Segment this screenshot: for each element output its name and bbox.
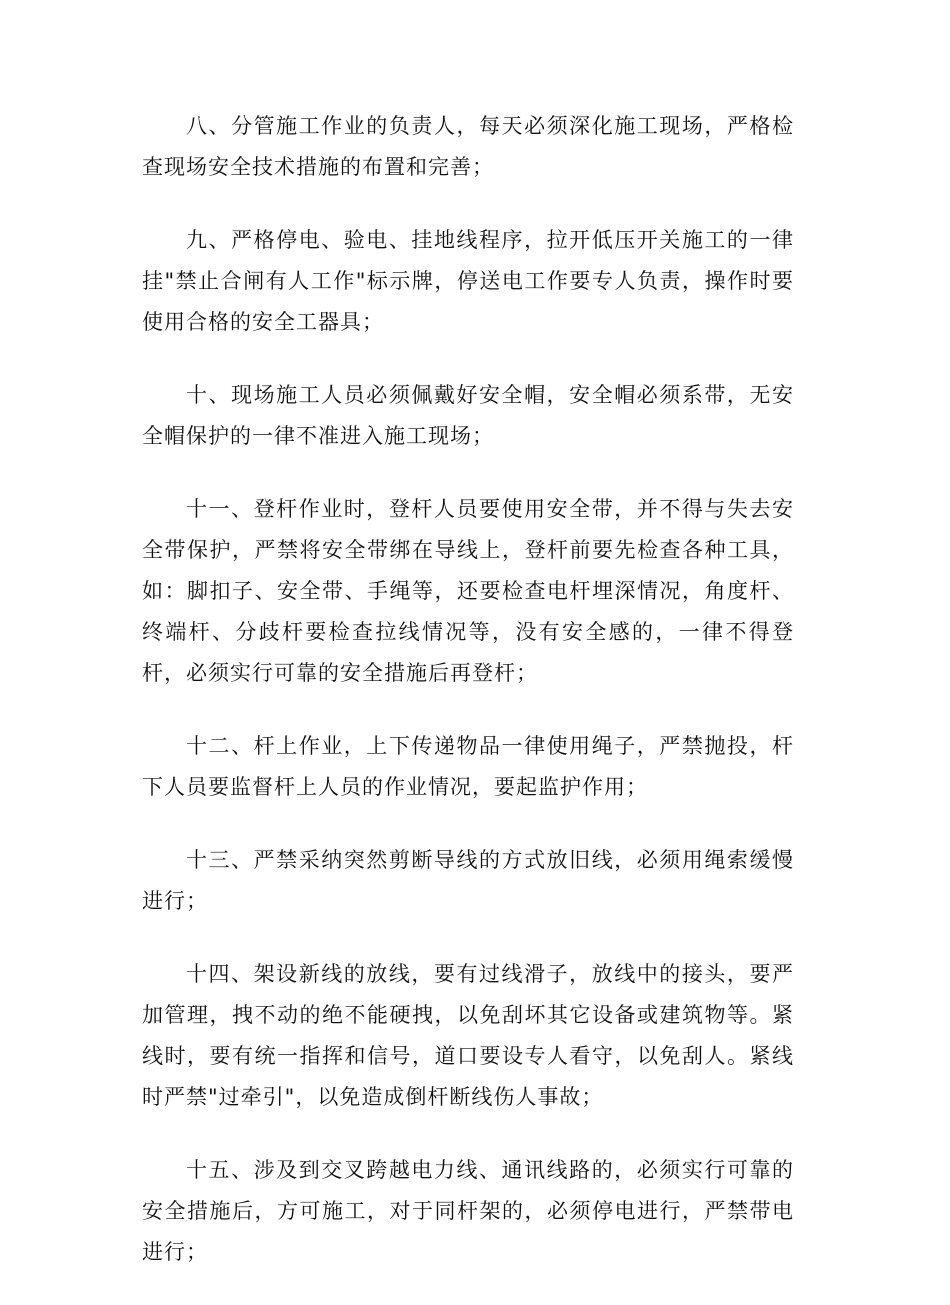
paragraph-item-9: 九、严格停电、验电、挂地线程序，拉开低压开关施工的一律挂"禁止合闸有人工作"标示牌，停送电工作要专人负责，操作时要使用合格的安全工器具； [142, 228, 794, 334]
paragraph-item-11: 十一、登杆作业时，登杆人员要使用安全带，并不得与失去安全带保护，严禁将安全带绑在导线上，登杆前要先检查各种工具，如：脚扣子、安全带、手绳等，还要检查电杆埋深情况，角度杆、终端杆、分歧杆要检查拉线情况等，没有安全感的，一律不得登杆，必须实行可靠的安全措施后再登杆； [142, 497, 794, 685]
paragraph-item-14: 十四、架设新线的放线，要有过线滑子，放线中的接头，要严加管理，拽不动的绝不能硬拽，以免刮坏其它设备或建筑物等。紧线时，要有统一指挥和信号，道口要设专人看守，以免刮人。紧线时严禁"过牵引"，以免造成倒杆断线伤人事故； [142, 962, 794, 1109]
paragraph-item-12: 十二、杆上作业，上下传递物品一律使用绳子，严禁抛投，杆下人员要监督杆上人员的作业情况，要起监护作用； [142, 734, 794, 799]
paragraph-item-8: 八、分管施工作业的负责人，每天必须深化施工现场，严格检查现场安全技术措施的布置和完善； [142, 114, 794, 179]
document-body [142, 106, 794, 1305]
paragraph-item-10: 十、现场施工人员必须佩戴好安全帽，安全帽必须系带，无安全帽保护的一律不准进入施工现场； [142, 383, 794, 448]
paragraph-item-15: 十五、涉及到交叉跨越电力线、通讯线路的，必须实行可靠的安全措施后，方可施工，对于同杆架的，必须停电进行，严禁带电进行； [142, 1158, 794, 1264]
paragraph-item-13: 十三、严禁采纳突然剪断导线的方式放旧线，必须用绳索缓慢进行； [142, 848, 794, 913]
